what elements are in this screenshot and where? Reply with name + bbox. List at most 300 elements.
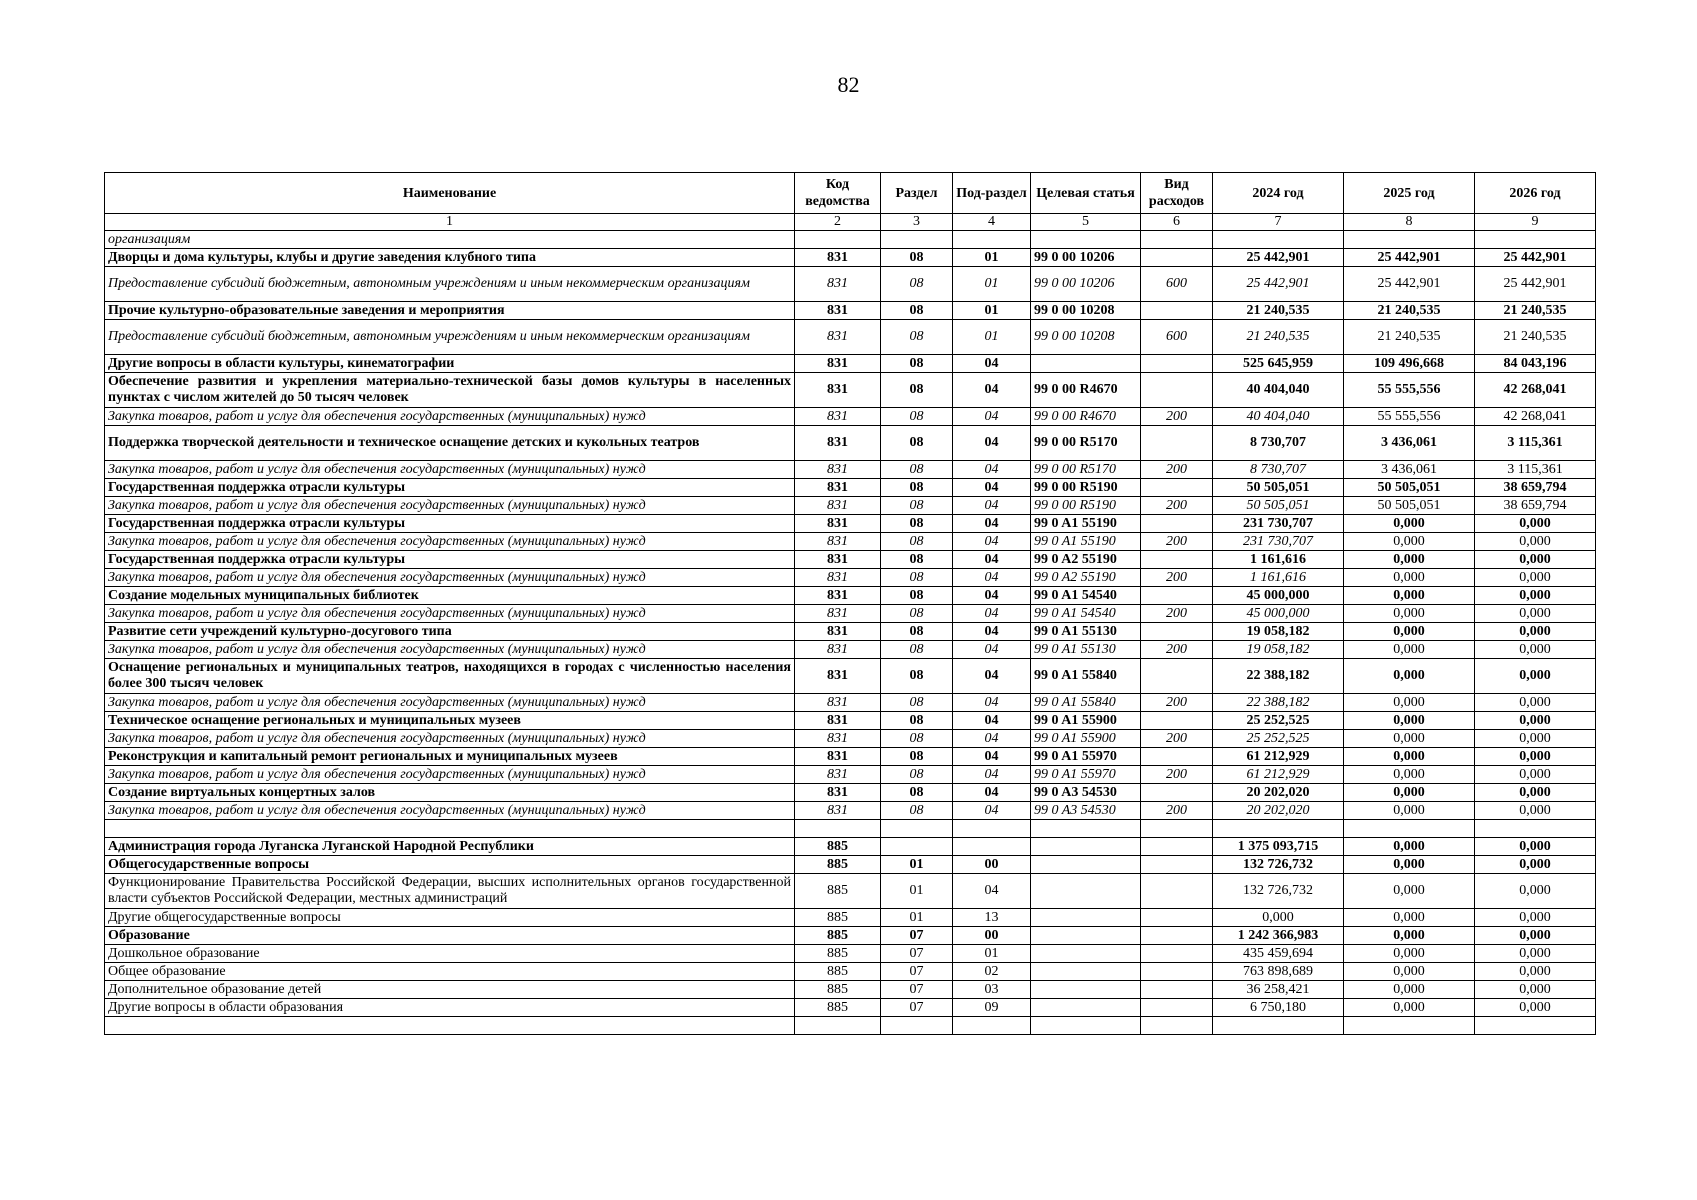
amount-2024-cell: 61 212,929	[1213, 748, 1344, 766]
column-number: 7	[1213, 214, 1344, 231]
subsection-cell: 13	[953, 909, 1031, 927]
section-cell: 08	[881, 605, 953, 623]
amount-2024-cell: 50 505,051	[1213, 497, 1344, 515]
column-number-row	[105, 214, 1596, 231]
table-row	[105, 373, 1596, 408]
target-article-cell: 99 0 A1 55130	[1031, 623, 1141, 641]
target-article-cell	[1031, 231, 1141, 249]
amount-2025-cell: 0,000	[1344, 999, 1475, 1017]
amount-2025-cell: 0,000	[1344, 748, 1475, 766]
subsection-cell: 03	[953, 981, 1031, 999]
amount-2024-cell: 20 202,020	[1213, 802, 1344, 820]
header-year-2026: 2026 год	[1475, 173, 1596, 214]
amount-2026-cell: 0,000	[1475, 838, 1596, 856]
row-name-cell: Закупка товаров, работ и услуг для обеспечения государственных (муниципальных) нужд	[105, 802, 795, 820]
amount-2024-cell: 19 058,182	[1213, 641, 1344, 659]
table-row	[105, 231, 1596, 249]
amount-2024-cell: 21 240,535	[1213, 320, 1344, 355]
target-article-cell: 99 0 00 10208	[1031, 302, 1141, 320]
amount-2025-cell: 0,000	[1344, 909, 1475, 927]
section-cell: 08	[881, 461, 953, 479]
subsection-cell: 04	[953, 694, 1031, 712]
table-row	[105, 712, 1596, 730]
table-row	[105, 999, 1596, 1017]
row-name-cell: Образование	[105, 927, 795, 945]
expense-type-cell	[1141, 623, 1213, 641]
amount-2026-cell	[1475, 820, 1596, 838]
row-name-cell: Государственная поддержка отрасли культуры	[105, 479, 795, 497]
dept-code-cell: 831	[795, 551, 881, 569]
section-cell: 08	[881, 249, 953, 267]
amount-2025-cell: 0,000	[1344, 551, 1475, 569]
expense-type-cell: 600	[1141, 267, 1213, 302]
amount-2025-cell: 0,000	[1344, 802, 1475, 820]
amount-2026-cell: 38 659,794	[1475, 497, 1596, 515]
dept-code-cell: 831	[795, 712, 881, 730]
row-name-cell: Дополнительное образование детей	[105, 981, 795, 999]
target-article-cell: 99 0 00 10206	[1031, 249, 1141, 267]
amount-2025-cell: 0,000	[1344, 605, 1475, 623]
target-article-cell: 99 0 A3 54530	[1031, 784, 1141, 802]
section-cell: 07	[881, 981, 953, 999]
subsection-cell: 04	[953, 874, 1031, 909]
dept-code-cell: 831	[795, 605, 881, 623]
table-row	[105, 659, 1596, 694]
target-article-cell: 99 0 A1 55190	[1031, 533, 1141, 551]
page-number: 82	[837, 72, 860, 97]
table-row	[105, 551, 1596, 569]
amount-2026-cell: 42 268,041	[1475, 373, 1596, 408]
expense-type-cell	[1141, 1017, 1213, 1035]
target-article-cell: 99 0 A1 55970	[1031, 766, 1141, 784]
expense-type-cell	[1141, 945, 1213, 963]
amount-2026-cell: 21 240,535	[1475, 302, 1596, 320]
header-dept-code: Код ведомства	[795, 173, 881, 214]
amount-2026-cell: 25 442,901	[1475, 267, 1596, 302]
column-number: 8	[1344, 214, 1475, 231]
dept-code-cell: 831	[795, 569, 881, 587]
section-cell: 08	[881, 802, 953, 820]
expense-type-cell: 200	[1141, 641, 1213, 659]
table-row	[105, 909, 1596, 927]
row-name-cell: Дворцы и дома культуры, клубы и другие заведения клубного типа	[105, 249, 795, 267]
target-article-cell: 99 0 00 R4670	[1031, 408, 1141, 426]
amount-2025-cell: 21 240,535	[1344, 302, 1475, 320]
amount-2024-cell: 25 442,901	[1213, 249, 1344, 267]
amount-2026-cell: 0,000	[1475, 945, 1596, 963]
section-cell: 08	[881, 641, 953, 659]
target-article-cell: 99 0 A1 55970	[1031, 748, 1141, 766]
dept-code-cell: 831	[795, 623, 881, 641]
target-article-cell: 99 0 A2 55190	[1031, 569, 1141, 587]
amount-2026-cell: 0,000	[1475, 748, 1596, 766]
amount-2025-cell: 0,000	[1344, 712, 1475, 730]
dept-code-cell: 831	[795, 694, 881, 712]
section-cell: 07	[881, 927, 953, 945]
target-article-cell: 99 0 A1 55900	[1031, 730, 1141, 748]
section-cell: 08	[881, 551, 953, 569]
table-row	[105, 748, 1596, 766]
target-article-cell: 99 0 00 R5190	[1031, 479, 1141, 497]
section-cell: 08	[881, 623, 953, 641]
section-cell: 08	[881, 497, 953, 515]
subsection-cell: 04	[953, 461, 1031, 479]
expense-type-cell: 200	[1141, 802, 1213, 820]
amount-2026-cell: 3 115,361	[1475, 426, 1596, 461]
subsection-cell: 09	[953, 999, 1031, 1017]
table-row	[105, 981, 1596, 999]
subsection-cell	[953, 231, 1031, 249]
expense-type-cell	[1141, 838, 1213, 856]
amount-2024-cell: 22 388,182	[1213, 694, 1344, 712]
subsection-cell: 04	[953, 515, 1031, 533]
expense-type-cell	[1141, 820, 1213, 838]
row-name-cell: Закупка товаров, работ и услуг для обеспечения государственных (муниципальных) нужд	[105, 641, 795, 659]
row-name-cell: Государственная поддержка отрасли культуры	[105, 515, 795, 533]
section-cell: 08	[881, 320, 953, 355]
target-article-cell	[1031, 820, 1141, 838]
expense-type-cell: 200	[1141, 408, 1213, 426]
amount-2025-cell: 55 555,556	[1344, 373, 1475, 408]
dept-code-cell: 831	[795, 355, 881, 373]
subsection-cell: 01	[953, 267, 1031, 302]
expense-type-cell: 200	[1141, 497, 1213, 515]
section-cell: 08	[881, 479, 953, 497]
subsection-cell: 01	[953, 302, 1031, 320]
amount-2025-cell: 25 442,901	[1344, 249, 1475, 267]
section-cell	[881, 1017, 953, 1035]
amount-2026-cell: 0,000	[1475, 641, 1596, 659]
row-name-cell: Развитие сети учреждений культурно-досугового типа	[105, 623, 795, 641]
amount-2024-cell: 36 258,421	[1213, 981, 1344, 999]
expense-type-cell: 600	[1141, 320, 1213, 355]
row-name-cell: Предоставление субсидий бюджетным, автономным учреждениям и иным некоммерческим организациям	[105, 267, 795, 302]
expense-type-cell	[1141, 479, 1213, 497]
dept-code-cell: 831	[795, 408, 881, 426]
subsection-cell: 04	[953, 659, 1031, 694]
target-article-cell	[1031, 981, 1141, 999]
row-name-cell: Закупка товаров, работ и услуг для обеспечения государственных (муниципальных) нужд	[105, 533, 795, 551]
target-article-cell: 99 0 A1 55840	[1031, 694, 1141, 712]
section-cell: 08	[881, 533, 953, 551]
table-header-row	[105, 173, 1596, 214]
amount-2024-cell: 132 726,732	[1213, 856, 1344, 874]
header-expense-type: Вид расходов	[1141, 173, 1213, 214]
amount-2025-cell: 0,000	[1344, 856, 1475, 874]
target-article-cell: 99 0 A1 54540	[1031, 605, 1141, 623]
amount-2026-cell: 0,000	[1475, 515, 1596, 533]
amount-2024-cell: 132 726,732	[1213, 874, 1344, 909]
dept-code-cell: 831	[795, 641, 881, 659]
table-row	[105, 479, 1596, 497]
header-section: Раздел	[881, 173, 953, 214]
subsection-cell: 04	[953, 766, 1031, 784]
section-cell: 08	[881, 515, 953, 533]
section-cell: 08	[881, 569, 953, 587]
amount-2025-cell: 0,000	[1344, 569, 1475, 587]
table-row	[105, 408, 1596, 426]
amount-2024-cell: 50 505,051	[1213, 479, 1344, 497]
section-cell: 08	[881, 748, 953, 766]
header-year-2025: 2025 год	[1344, 173, 1475, 214]
subsection-cell: 04	[953, 641, 1031, 659]
header-year-2024: 2024 год	[1213, 173, 1344, 214]
row-name-cell	[105, 1017, 795, 1035]
row-name-cell: Функционирование Правительства Российской Федерации, высших исполнительных органов государственной власти субъектов Российской Федерации, местных администраций	[105, 874, 795, 909]
subsection-cell: 04	[953, 569, 1031, 587]
header-subsection: Под-раздел	[953, 173, 1031, 214]
subsection-cell: 00	[953, 856, 1031, 874]
amount-2024-cell: 19 058,182	[1213, 623, 1344, 641]
target-article-cell	[1031, 838, 1141, 856]
section-cell: 08	[881, 426, 953, 461]
dept-code-cell: 831	[795, 730, 881, 748]
dept-code-cell: 831	[795, 249, 881, 267]
amount-2025-cell: 0,000	[1344, 784, 1475, 802]
row-name-cell: Обеспечение развития и укрепления материально-технической базы домов культуры в населенных пунктах с числом жителей до 50 тысяч человек	[105, 373, 795, 408]
dept-code-cell: 885	[795, 874, 881, 909]
expense-type-cell	[1141, 712, 1213, 730]
subsection-cell: 04	[953, 551, 1031, 569]
target-article-cell: 99 0 00 10208	[1031, 320, 1141, 355]
amount-2024-cell: 40 404,040	[1213, 408, 1344, 426]
column-number: 4	[953, 214, 1031, 231]
subsection-cell: 04	[953, 497, 1031, 515]
amount-2026-cell	[1475, 1017, 1596, 1035]
amount-2026-cell: 0,000	[1475, 623, 1596, 641]
target-article-cell: 99 0 A1 54540	[1031, 587, 1141, 605]
amount-2024-cell: 1 161,616	[1213, 551, 1344, 569]
subsection-cell: 01	[953, 320, 1031, 355]
amount-2024-cell: 20 202,020	[1213, 784, 1344, 802]
expense-type-cell	[1141, 856, 1213, 874]
expense-type-cell: 200	[1141, 605, 1213, 623]
table-row	[105, 963, 1596, 981]
section-cell: 01	[881, 874, 953, 909]
row-name-cell: Другие вопросы в области культуры, кинематографии	[105, 355, 795, 373]
amount-2025-cell: 3 436,061	[1344, 461, 1475, 479]
target-article-cell: 99 0 A1 55840	[1031, 659, 1141, 694]
table-row	[105, 874, 1596, 909]
column-number: 1	[105, 214, 795, 231]
dept-code-cell: 831	[795, 784, 881, 802]
row-name-cell: Создание модельных муниципальных библиотек	[105, 587, 795, 605]
amount-2025-cell: 0,000	[1344, 533, 1475, 551]
amount-2024-cell: 25 252,525	[1213, 730, 1344, 748]
subsection-cell: 04	[953, 748, 1031, 766]
subsection-cell	[953, 820, 1031, 838]
table-row	[105, 927, 1596, 945]
expense-type-cell	[1141, 426, 1213, 461]
amount-2025-cell: 0,000	[1344, 694, 1475, 712]
column-number: 3	[881, 214, 953, 231]
subsection-cell: 04	[953, 426, 1031, 461]
dept-code-cell: 885	[795, 999, 881, 1017]
row-name-cell: Администрация города Луганска Луганской Народной Республики	[105, 838, 795, 856]
dept-code-cell: 885	[795, 927, 881, 945]
target-article-cell: 99 0 00 R4670	[1031, 373, 1141, 408]
subsection-cell: 04	[953, 587, 1031, 605]
amount-2025-cell	[1344, 1017, 1475, 1035]
target-article-cell	[1031, 999, 1141, 1017]
row-name-cell: Закупка товаров, работ и услуг для обеспечения государственных (муниципальных) нужд	[105, 461, 795, 479]
dept-code-cell: 885	[795, 909, 881, 927]
amount-2024-cell: 45 000,000	[1213, 605, 1344, 623]
section-cell: 01	[881, 856, 953, 874]
amount-2026-cell: 38 659,794	[1475, 479, 1596, 497]
row-name-cell: Общее образование	[105, 963, 795, 981]
column-number: 9	[1475, 214, 1596, 231]
row-name-cell: Оснащение региональных и муниципальных театров, находящихся в городах с численностью населения более 300 тысяч человек	[105, 659, 795, 694]
expense-type-cell	[1141, 874, 1213, 909]
amount-2026-cell: 0,000	[1475, 569, 1596, 587]
target-article-cell: 99 0 A2 55190	[1031, 551, 1141, 569]
expense-type-cell	[1141, 963, 1213, 981]
subsection-cell: 01	[953, 249, 1031, 267]
table-row	[105, 515, 1596, 533]
column-number: 6	[1141, 214, 1213, 231]
dept-code-cell	[795, 820, 881, 838]
amount-2024-cell: 61 212,929	[1213, 766, 1344, 784]
row-name-cell: Закупка товаров, работ и услуг для обеспечения государственных (муниципальных) нужд	[105, 408, 795, 426]
table-body	[105, 231, 1596, 1035]
dept-code-cell: 885	[795, 838, 881, 856]
amount-2024-cell	[1213, 231, 1344, 249]
amount-2025-cell: 50 505,051	[1344, 497, 1475, 515]
expense-type-cell	[1141, 909, 1213, 927]
target-article-cell: 99 0 A3 54530	[1031, 802, 1141, 820]
dept-code-cell: 831	[795, 587, 881, 605]
row-name-cell: Закупка товаров, работ и услуг для обеспечения государственных (муниципальных) нужд	[105, 569, 795, 587]
amount-2024-cell: 0,000	[1213, 909, 1344, 927]
amount-2026-cell: 3 115,361	[1475, 461, 1596, 479]
dept-code-cell	[795, 231, 881, 249]
amount-2026-cell: 0,000	[1475, 981, 1596, 999]
row-name-cell: Создание виртуальных концертных залов	[105, 784, 795, 802]
amount-2024-cell: 8 730,707	[1213, 426, 1344, 461]
row-name-cell: Дошкольное образование	[105, 945, 795, 963]
amount-2024-cell	[1213, 820, 1344, 838]
section-cell: 08	[881, 373, 953, 408]
amount-2024-cell: 525 645,959	[1213, 355, 1344, 373]
row-name-cell: Закупка товаров, работ и услуг для обеспечения государственных (муниципальных) нужд	[105, 730, 795, 748]
section-cell	[881, 231, 953, 249]
dept-code-cell: 885	[795, 945, 881, 963]
table-row	[105, 320, 1596, 355]
expense-type-cell	[1141, 999, 1213, 1017]
subsection-cell	[953, 838, 1031, 856]
table-row	[105, 945, 1596, 963]
amount-2025-cell	[1344, 820, 1475, 838]
expense-type-cell	[1141, 231, 1213, 249]
amount-2026-cell: 42 268,041	[1475, 408, 1596, 426]
subsection-cell: 04	[953, 712, 1031, 730]
expense-type-cell	[1141, 249, 1213, 267]
amount-2026-cell: 0,000	[1475, 659, 1596, 694]
section-cell: 07	[881, 945, 953, 963]
section-cell: 08	[881, 302, 953, 320]
expense-type-cell	[1141, 515, 1213, 533]
expense-type-cell: 200	[1141, 533, 1213, 551]
table-row	[105, 249, 1596, 267]
target-article-cell: 99 0 00 10206	[1031, 267, 1141, 302]
subsection-cell: 04	[953, 730, 1031, 748]
amount-2024-cell: 45 000,000	[1213, 587, 1344, 605]
column-number: 5	[1031, 214, 1141, 231]
table-row	[105, 694, 1596, 712]
amount-2025-cell: 0,000	[1344, 766, 1475, 784]
expense-type-cell	[1141, 659, 1213, 694]
target-article-cell	[1031, 856, 1141, 874]
amount-2026-cell: 25 442,901	[1475, 249, 1596, 267]
target-article-cell	[1031, 963, 1141, 981]
budget-table	[104, 172, 1596, 1035]
row-name-cell: Закупка товаров, работ и услуг для обеспечения государственных (муниципальных) нужд	[105, 694, 795, 712]
expense-type-cell	[1141, 927, 1213, 945]
amount-2025-cell: 109 496,668	[1344, 355, 1475, 373]
dept-code-cell: 831	[795, 766, 881, 784]
dept-code-cell: 831	[795, 461, 881, 479]
target-article-cell: 99 0 A1 55190	[1031, 515, 1141, 533]
dept-code-cell: 885	[795, 963, 881, 981]
amount-2024-cell	[1213, 1017, 1344, 1035]
row-name-cell: Государственная поддержка отрасли культуры	[105, 551, 795, 569]
table-row	[105, 641, 1596, 659]
dept-code-cell: 831	[795, 320, 881, 355]
dept-code-cell: 831	[795, 748, 881, 766]
table-row	[105, 587, 1596, 605]
expense-type-cell	[1141, 784, 1213, 802]
amount-2026-cell: 0,000	[1475, 856, 1596, 874]
amount-2024-cell: 40 404,040	[1213, 373, 1344, 408]
dept-code-cell: 831	[795, 302, 881, 320]
amount-2025-cell: 25 442,901	[1344, 267, 1475, 302]
dept-code-cell: 831	[795, 659, 881, 694]
amount-2026-cell: 0,000	[1475, 999, 1596, 1017]
header-name: Наименование	[105, 173, 795, 214]
subsection-cell: 01	[953, 945, 1031, 963]
table-row	[105, 267, 1596, 302]
section-cell: 08	[881, 355, 953, 373]
table-row	[105, 1017, 1596, 1035]
amount-2024-cell: 8 730,707	[1213, 461, 1344, 479]
dept-code-cell: 831	[795, 426, 881, 461]
amount-2025-cell: 0,000	[1344, 515, 1475, 533]
dept-code-cell: 831	[795, 515, 881, 533]
amount-2026-cell: 0,000	[1475, 963, 1596, 981]
target-article-cell: 99 0 00 R5170	[1031, 461, 1141, 479]
target-article-cell	[1031, 909, 1141, 927]
table-row	[105, 838, 1596, 856]
section-cell: 07	[881, 963, 953, 981]
amount-2026-cell: 0,000	[1475, 533, 1596, 551]
amount-2026-cell: 0,000	[1475, 730, 1596, 748]
amount-2025-cell: 0,000	[1344, 927, 1475, 945]
table-row	[105, 302, 1596, 320]
row-name-cell: Закупка товаров, работ и услуг для обеспечения государственных (муниципальных) нужд	[105, 605, 795, 623]
amount-2025-cell: 0,000	[1344, 641, 1475, 659]
row-name-cell: Поддержка творческой деятельности и техническое оснащение детских и кукольных театров	[105, 426, 795, 461]
row-name-cell	[105, 820, 795, 838]
subsection-cell: 04	[953, 373, 1031, 408]
amount-2025-cell: 50 505,051	[1344, 479, 1475, 497]
expense-type-cell: 200	[1141, 766, 1213, 784]
expense-type-cell: 200	[1141, 730, 1213, 748]
dept-code-cell: 885	[795, 981, 881, 999]
expense-type-cell: 200	[1141, 694, 1213, 712]
amount-2025-cell: 0,000	[1344, 874, 1475, 909]
amount-2024-cell: 1 375 093,715	[1213, 838, 1344, 856]
